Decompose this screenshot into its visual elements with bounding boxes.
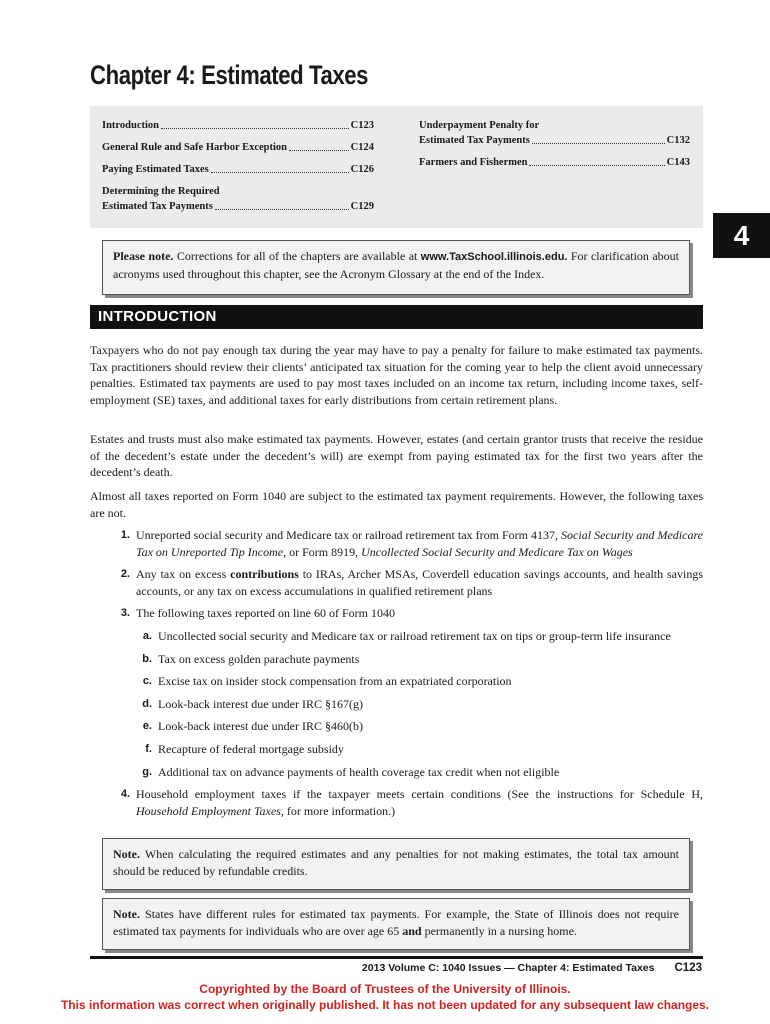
copyright-line-1: Copyrighted by the Board of Trustees of the University of Illinois. [199,982,571,996]
toc-dot-leader [532,143,665,144]
list-item-text: Household employment taxes if the taxpayer meets certain conditions (See the instructions for Schedule H, Household Employment Taxes, for more information.) [136,787,703,818]
sub-list-letter: g. [142,765,152,778]
toc-entry-underpayment-penalty[interactable] [419,118,690,148]
sub-list-item [90,628,703,645]
list-item-text: The following taxes reported on line 60 of Form 1040 [136,606,395,621]
toc-dot-leader [211,172,349,173]
note-box-refundable-credits [102,838,690,890]
please-note-box [102,240,690,295]
intro-paragraph-2: Estates and trusts must also make estimated tax payments. However, estates (and certain grantor trusts that receive the residue of the decedent’s estate under the decedent’s will) are exempt from paying estimated tax for the first two years after the decedent’s death. [90,432,703,480]
sub-list-letter: e. [142,720,152,733]
list-item-text: Unreported social security and Medicare tax or railroad retirement tax from Form 4137, Social Security and Medicare Tax on Unreported Tip Income, or Form 8919, Uncollected Social Security and Medicare Tax on Wages [136,528,703,559]
intro-paragraph-3: Almost all taxes reported on Form 1040 are subject to the estimated tax payment requirements. However, the following taxes are not. [90,489,703,520]
sub-list-item [90,696,703,713]
taxschool-link[interactable]: www.TaxSchool.illinois.edu. [420,251,568,263]
section-heading-introduction: INTRODUCTION [90,305,703,329]
toc-entry-page: C123 [350,120,374,131]
please-note-label: Please note. [113,249,174,263]
toc-entry-farmers-fishermen[interactable] [419,155,690,170]
copyright-line-2: This information was correct when originally published. It has not been updated for any subsequent law changes. [60,998,710,1012]
toc-dot-leader [529,165,664,166]
toc-entry-introduction[interactable] [102,118,374,133]
sub-list-letter: d. [142,697,152,710]
list-item-number: 3. [120,607,130,620]
list-item-number: 2. [120,568,130,581]
footer-divider [90,956,703,959]
toc-entry-page: C126 [350,164,374,175]
toc-entry-title: Underpayment Penalty for [419,120,540,131]
list-item-text: Any tax on excess contributions to IRAs, Archer MSAs, Coverdell education savings accounts, and health savings accounts, or any tax on excess accumulations in qualified retirement plans [136,567,704,598]
footer-text: 2013 Volume C: 1040 Issues — Chapter 4: Estimated Taxes [361,962,655,974]
sub-list-text: Tax on excess golden parachute payments [158,651,360,666]
toc-entry-title: Farmers and Fishermen [419,157,528,168]
chapter-title: Chapter 4: Estimated Taxes [90,60,369,90]
toc-entry-title: Introduction [102,120,159,131]
sub-list-letter: c. [142,675,152,688]
toc-entry-title-line2: Estimated Tax Payments [102,201,213,212]
list-item-number: 1. [120,529,130,541]
sub-list-text: Look-back interest due under IRC §167(g) [158,696,363,711]
toc-entry-title: General Rule and Safe Harbor Exception [102,142,288,153]
toc-entry-page: C124 [350,142,374,153]
please-note-text-after: For clarification about acronyms used throughout this chapter, see the Acronym Glossary at the end of the Index. [113,249,680,281]
note-text: When calculating the required estimates and any penalties for not making estimates, the total tax amount should be reduced by refundable credits. [113,847,679,878]
note-label: Note. [113,907,140,921]
list-item-number: 4. [120,788,130,801]
toc-right-column [419,118,690,177]
toc-entry-paying-estimated-taxes[interactable] [102,162,374,177]
toc-dot-leader [215,209,349,210]
toc-entry-title: Determining the Required [102,186,220,197]
note-label: Note. [113,847,140,861]
toc-entry-title: Paying Estimated Taxes [102,164,209,175]
please-note-text-before: Corrections for all of the chapters are available at [173,249,421,263]
sub-list-item [90,651,703,668]
sub-list-text: Excise tax on insider stock compensation from an expatriated corporation [158,674,512,689]
toc-entry-title-line2: Estimated Tax Payments [419,135,530,146]
toc-left-column [102,118,374,221]
sub-list-item [90,764,703,781]
note-box-state-rules: Note. States have different rules for estimated tax payments. For example, the State of Illinois does not require estimated tax payments for individuals who are over age 65 and permanently in a nursing home. [102,898,690,950]
toc-entry-determining-required[interactable] [102,184,374,214]
sub-list-text: Additional tax on advance payments of health coverage tax credit when not eligible [158,764,560,779]
toc-entry-page: C132 [666,135,690,146]
sub-list-letter: a. [142,629,152,642]
table-of-contents [90,106,703,228]
page-footer [362,962,702,974]
toc-entry-page: C143 [666,157,690,168]
sub-list-item [90,741,703,758]
list-item [90,566,703,599]
sub-list-letter: f. [145,742,152,755]
sub-list-text: Uncollected social security and Medicare tax or railroad retirement tax on tips or group-term life insurance [158,628,671,643]
intro-paragraph-1: Taxpayers who do not pay enough tax during the year may have to pay a penalty for failure to make estimated tax payments. Tax practitioners should review their clients’ anticipated tax situation for the coming year to help the client avoid unnecessary penalties. Estimated tax payments are used to pay most taxes included on an income tax return, including income taxes, self-employment (SE) taxes, and additional taxes for early distributions from certain retirement plans. [90,343,703,407]
toc-dot-leader [289,150,349,151]
list-item [90,605,703,622]
excluded-taxes-list [90,527,703,825]
chapter-tab: 4 [713,213,770,258]
sub-list-item [90,718,703,735]
footer-page-number: C123 [674,962,702,974]
sub-list-text: Look-back interest due under IRC §460(b) [158,719,363,734]
note-text: States have different rules for estimated tax payments. For example, the State of Illinois does not require estimated tax payments for individuals who are over age 65 [113,907,679,938]
toc-entry-page: C129 [350,201,374,212]
list-item [90,786,703,819]
sub-list-item [90,673,703,690]
sub-list-text: Recapture of federal mortgage subsidy [158,741,344,756]
toc-dot-leader [161,128,349,129]
sub-list-letter: b. [142,652,152,665]
toc-entry-general-rule[interactable] [102,140,374,155]
list-item [90,527,703,560]
